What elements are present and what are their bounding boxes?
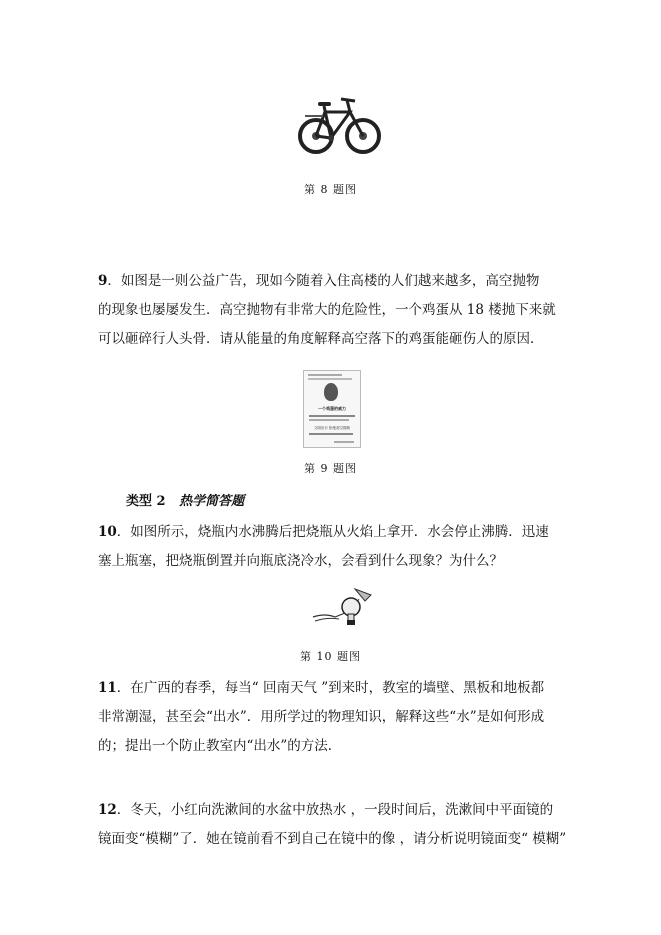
question-number: 11 <box>98 680 117 696</box>
type-label: 类型 2 <box>126 494 166 509</box>
question-text-line: 塞上瓶塞，把烧瓶倒置并向瓶底浇冷水，会看到什么现象？为什么？ <box>98 553 503 569</box>
question-text-line: ．如图是一则公益广告，现如今随着入住高楼的人们越来越多，高空抛物 <box>107 273 540 289</box>
figure-9-caption: 第 9 题图 <box>304 462 357 475</box>
question-number: 12 <box>98 802 117 818</box>
bicycle-figure <box>297 92 381 160</box>
section-heading <box>126 490 244 509</box>
question-text-line: 镜面变“模糊”了．她在镜前看不到自己在镜中的像 ，请分析说明镜面变“ 模糊” <box>98 831 567 847</box>
question-number: 10 <box>98 524 117 540</box>
question-text-line: ．冬天，小红向洗漱间的水盆中放热水 ，一段时间后，洗漱间中平面镜的 <box>116 802 554 818</box>
poster-slogan: 文明出行 拒绝高空抛物 <box>313 426 351 430</box>
question-text-line: 非常潮湿，甚至会“出水”．用所学过的物理知识，解释这些“水”是如何形成 <box>98 709 545 725</box>
type-name: 热学简答题 <box>179 494 245 509</box>
flask-figure <box>311 587 375 627</box>
poster-figure <box>303 370 361 448</box>
question-number: 9 <box>98 273 108 289</box>
question-text-line: 可以砸碎行人头骨．请从能量的角度解释高空落下的鸡蛋能砸伤人的原因． <box>98 331 544 347</box>
question-text-line: ．如图所示，烧瓶内水沸腾后把烧瓶从火焰上拿开．水会停止沸腾．迅速 <box>116 524 549 540</box>
question-12 <box>98 796 568 854</box>
question-10 <box>98 518 568 576</box>
egg-icon <box>324 383 338 401</box>
question-11 <box>98 674 568 761</box>
question-text-line: 的现象也屡屡发生．高空抛物有非常大的危险性，一个鸡蛋从 18 楼抛下来就 <box>98 302 556 318</box>
figure-10-caption: 第 10 题图 <box>300 650 361 663</box>
question-text-line: 的；提出一个防止教室内“出水”的方法． <box>98 738 342 754</box>
poster-title: 一个鸡蛋的威力 <box>318 406 346 411</box>
question-text-line: ．在广西的春季，每当“ 回南天气 ”到来时，教室的墙壁、黑板和地板都 <box>116 680 545 696</box>
figure-8-caption: 第 8 题图 <box>304 183 357 196</box>
question-9 <box>98 267 568 354</box>
